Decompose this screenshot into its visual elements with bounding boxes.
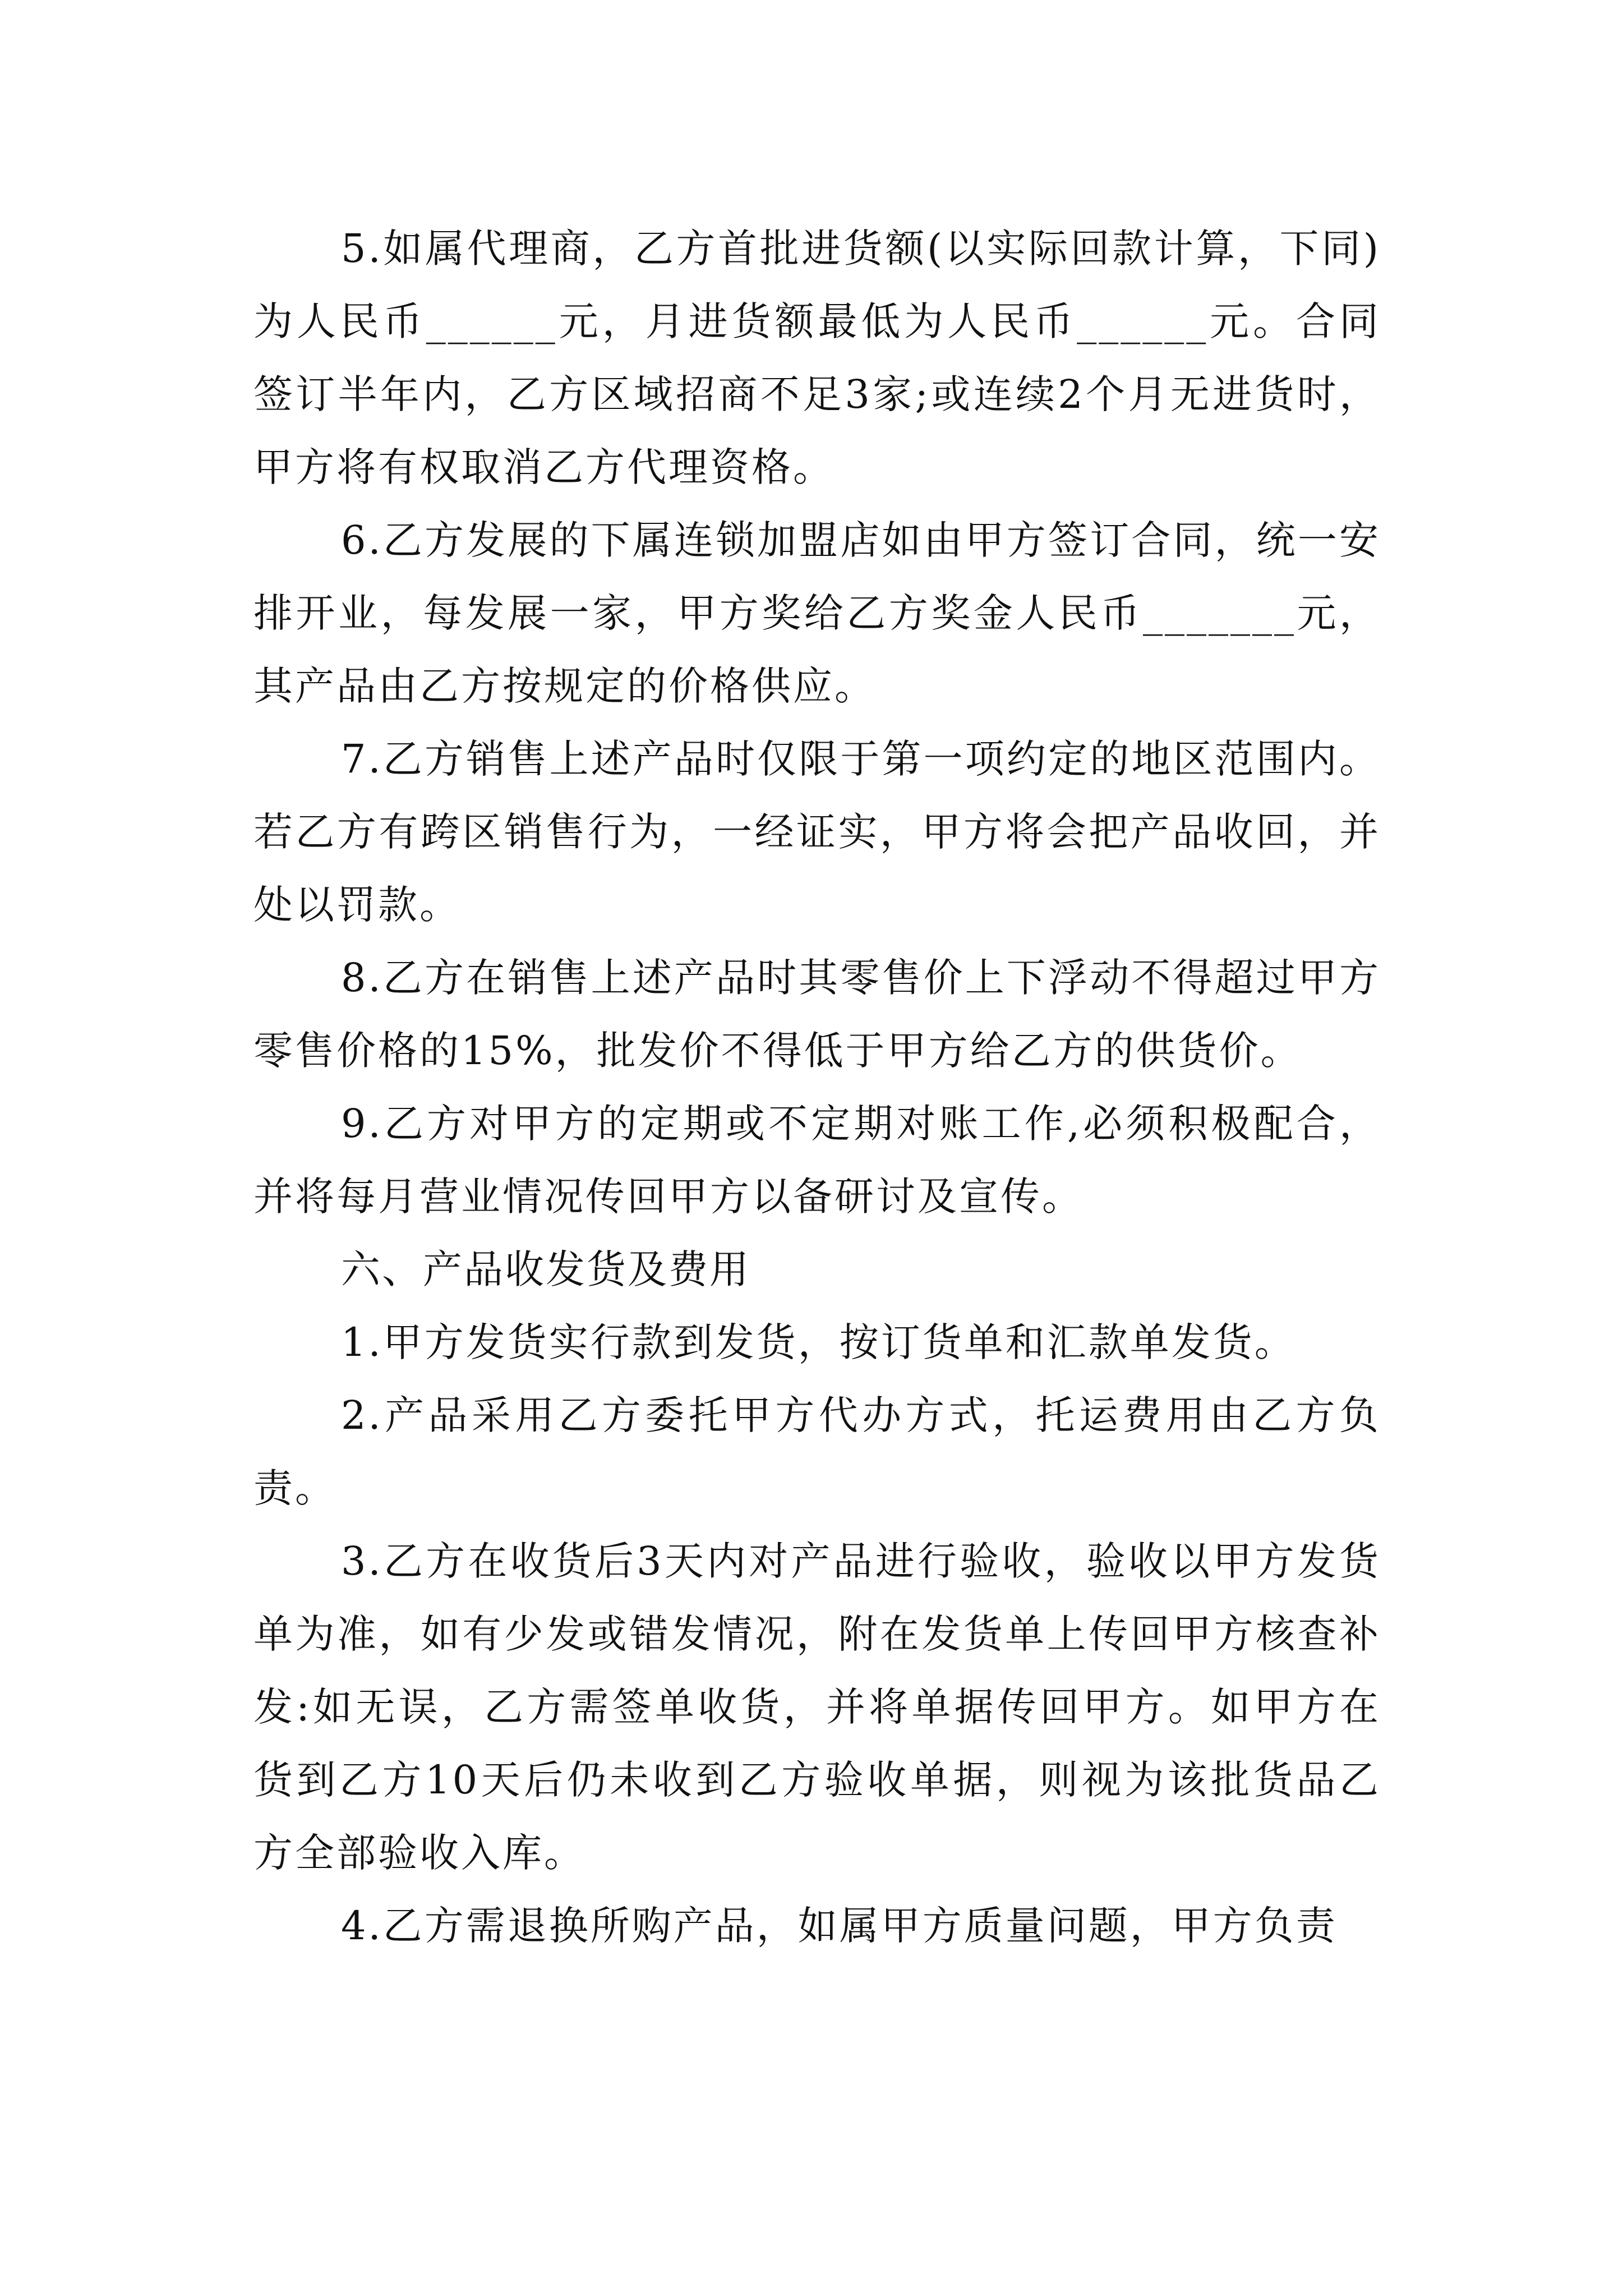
paragraph-shipping-1: 1.甲方发货实行款到发货，按订货单和汇款单发货。 [341,1319,1296,1365]
paragraph-shipping-2: 2.产品采用乙方委托甲方代办方式，托运费用由乙方负责。 [253,1392,1381,1511]
document-page [253,212,1381,1962]
paragraph-clause-8: 8.乙方在销售上述产品时其零售价上下浮动不得超过甲方零售价格的15%，批发价不得低于甲方给乙方的供货价。 [253,955,1381,1074]
paragraph-clause-5: 5.如属代理商，乙方首批进货额(以实际回款计算，下同)为人民币______元，月进货额最低为人民币______元。合同签订半年内，乙方区域招商不足3家;或连续2个月无进货时，甲方将有权取消乙方代理资格。 [253,226,1381,490]
section-heading-shipping: 六、产品收发货及费用 [341,1246,750,1292]
paragraph-shipping-3: 3.乙方在收货后3天内对产品进行验收，验收以甲方发货单为准，如有少发或错发情况，附在发货单上传回甲方核查补发:如无误，乙方需签单收货，并将单据传回甲方。如甲方在货到乙方10天后仍未收到乙方验收单据，则视为该批货品乙方全部验收入库。 [253,1538,1381,1876]
paragraph-clause-9: 9.乙方对甲方的定期或不定期对账工作,必须积极配合，并将每月营业情况传回甲方以备研讨及宣传。 [253,1101,1381,1220]
paragraph-clause-6: 6.乙方发展的下属连锁加盟店如由甲方签订合同，统一安排开业，每发展一家，甲方奖给乙方奖金人民币_______元，其产品由乙方按规定的价格供应。 [253,517,1381,709]
paragraph-shipping-4: 4.乙方需退换所购产品，如属甲方质量问题，甲方负责 [341,1903,1338,1949]
paragraph-clause-7: 7.乙方销售上述产品时仅限于第一项约定的地区范围内。若乙方有跨区销售行为，一经证实，甲方将会把产品收回，并处以罚款。 [253,736,1381,928]
